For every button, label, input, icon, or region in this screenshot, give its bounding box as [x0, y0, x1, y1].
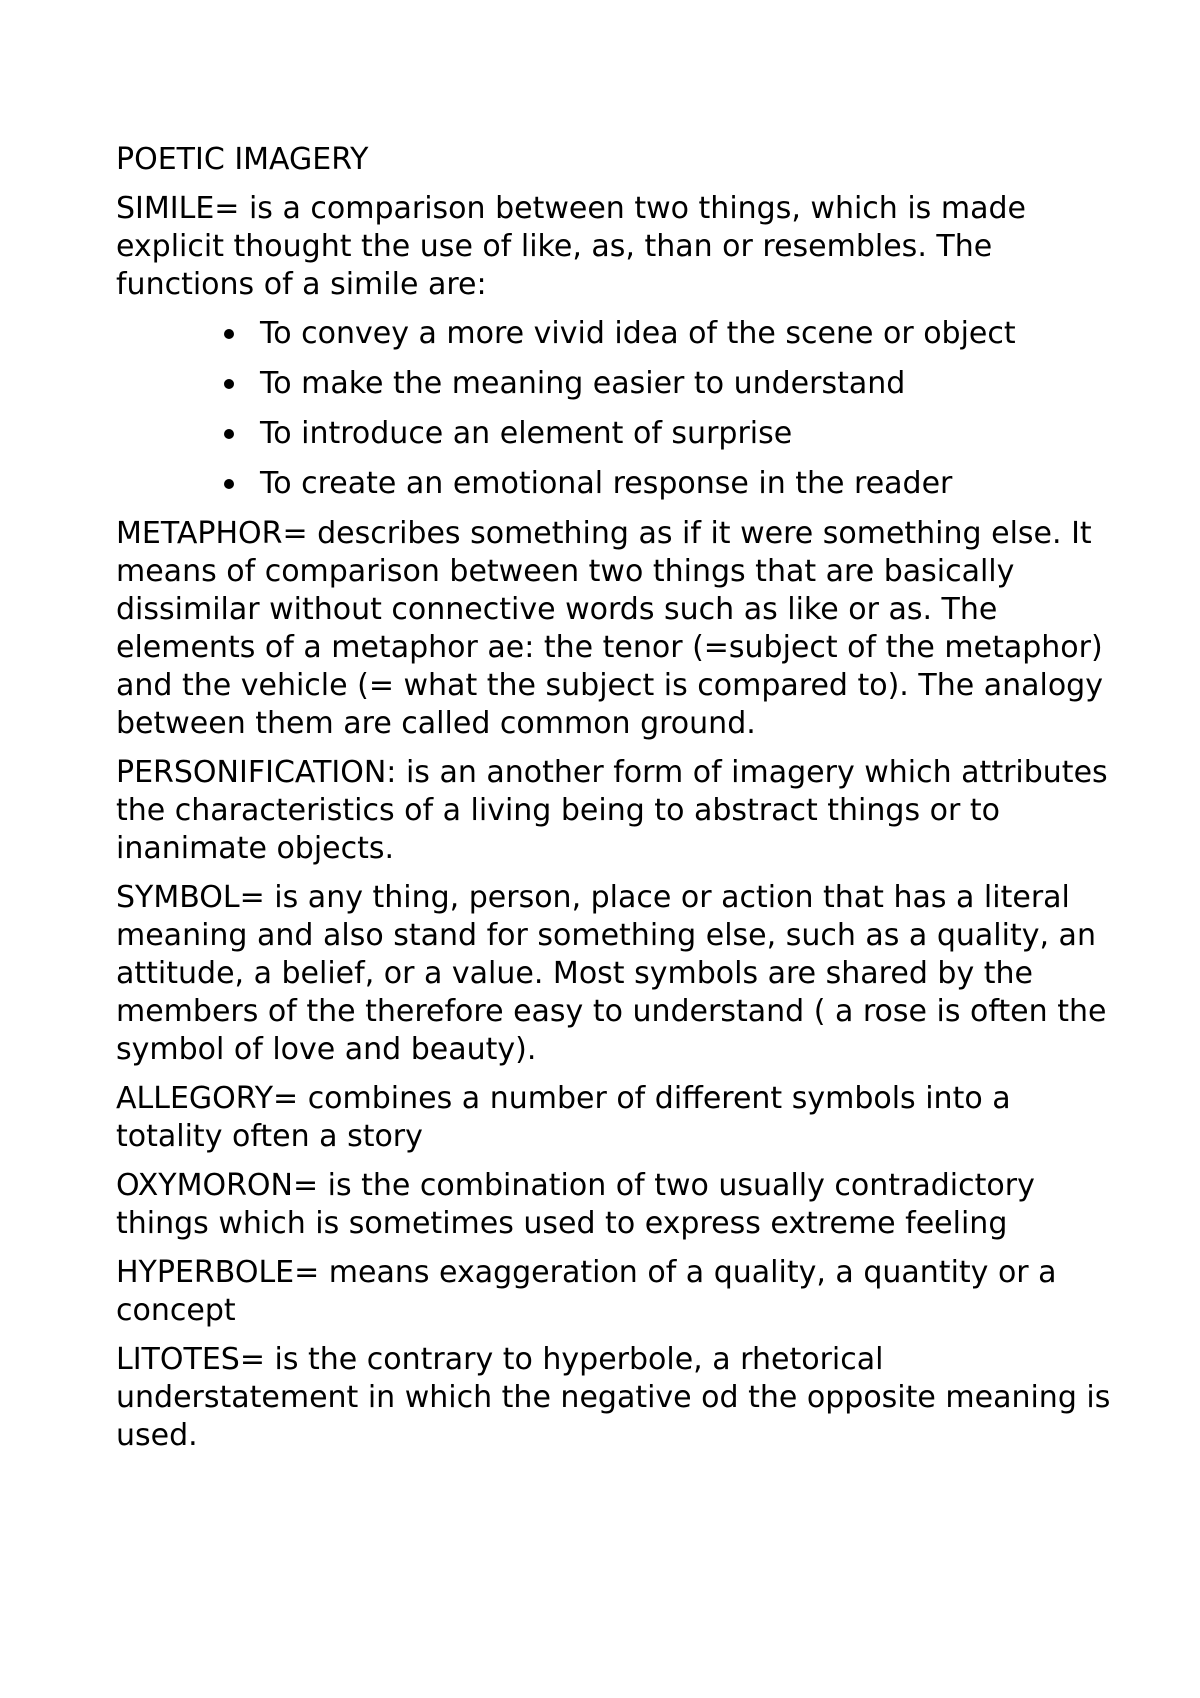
list-item — [116, 415, 1116, 453]
simile-definition: SIMILE= is a comparison between two things, which is made explicit thought the use of like, as, than or resembles. The functions of a simile are: — [116, 191, 1026, 302]
bullet-icon — [224, 429, 234, 439]
document-page — [116, 141, 1116, 1466]
simile-functions-list — [116, 315, 1116, 503]
list-item — [116, 365, 1116, 403]
page-title: POETIC IMAGERY — [116, 142, 369, 177]
metaphor-definition: METAPHOR= describes something as if it were something else. It means of comparison between two things that are basically dissimilar without connective words such as like or as. The elements of a metaphor ae: the tenor (=subject of the metaphor) and the vehicle (= what the subject is compared to). The analogy between them are called common ground. — [116, 516, 1103, 741]
list-item — [116, 465, 1116, 503]
list-item-text: To convey a more vivid idea of the scene or object — [260, 316, 1016, 351]
hyperbole-definition: HYPERBOLE= means exaggeration of a quality, a quantity or a concept — [116, 1255, 1057, 1328]
litotes-definition: LITOTES= is the contrary to hyperbole, a rhetorical understatement in which the negative od the opposite meaning is used. — [116, 1342, 1111, 1453]
list-item-text: To make the meaning easier to understand — [260, 366, 906, 401]
bullet-icon — [224, 329, 234, 339]
symbol-definition: SYMBOL= is any thing, person, place or action that has a literal meaning and also stand for something else, such as a quality, an attitude, a belief, or a value. Most symbols are shared by the members of the therefore easy to understand ( a rose is often the symbol of love and beauty). — [116, 880, 1107, 1067]
list-item-text: To introduce an element of surprise — [260, 416, 793, 451]
allegory-definition: ALLEGORY= combines a number of different symbols into a totality often a story — [116, 1081, 1011, 1154]
list-item-text: To create an emotional response in the reader — [260, 466, 953, 501]
personification-definition: PERSONIFICATION: is an another form of imagery which attributes the characteristics of a living being to abstract things or to inanimate objects. — [116, 755, 1108, 866]
bullet-icon — [224, 479, 234, 489]
list-item — [116, 315, 1116, 353]
bullet-icon — [224, 379, 234, 389]
oxymoron-definition: OXYMORON= is the combination of two usually contradictory things which is sometimes used to express extreme feeling — [116, 1168, 1035, 1241]
